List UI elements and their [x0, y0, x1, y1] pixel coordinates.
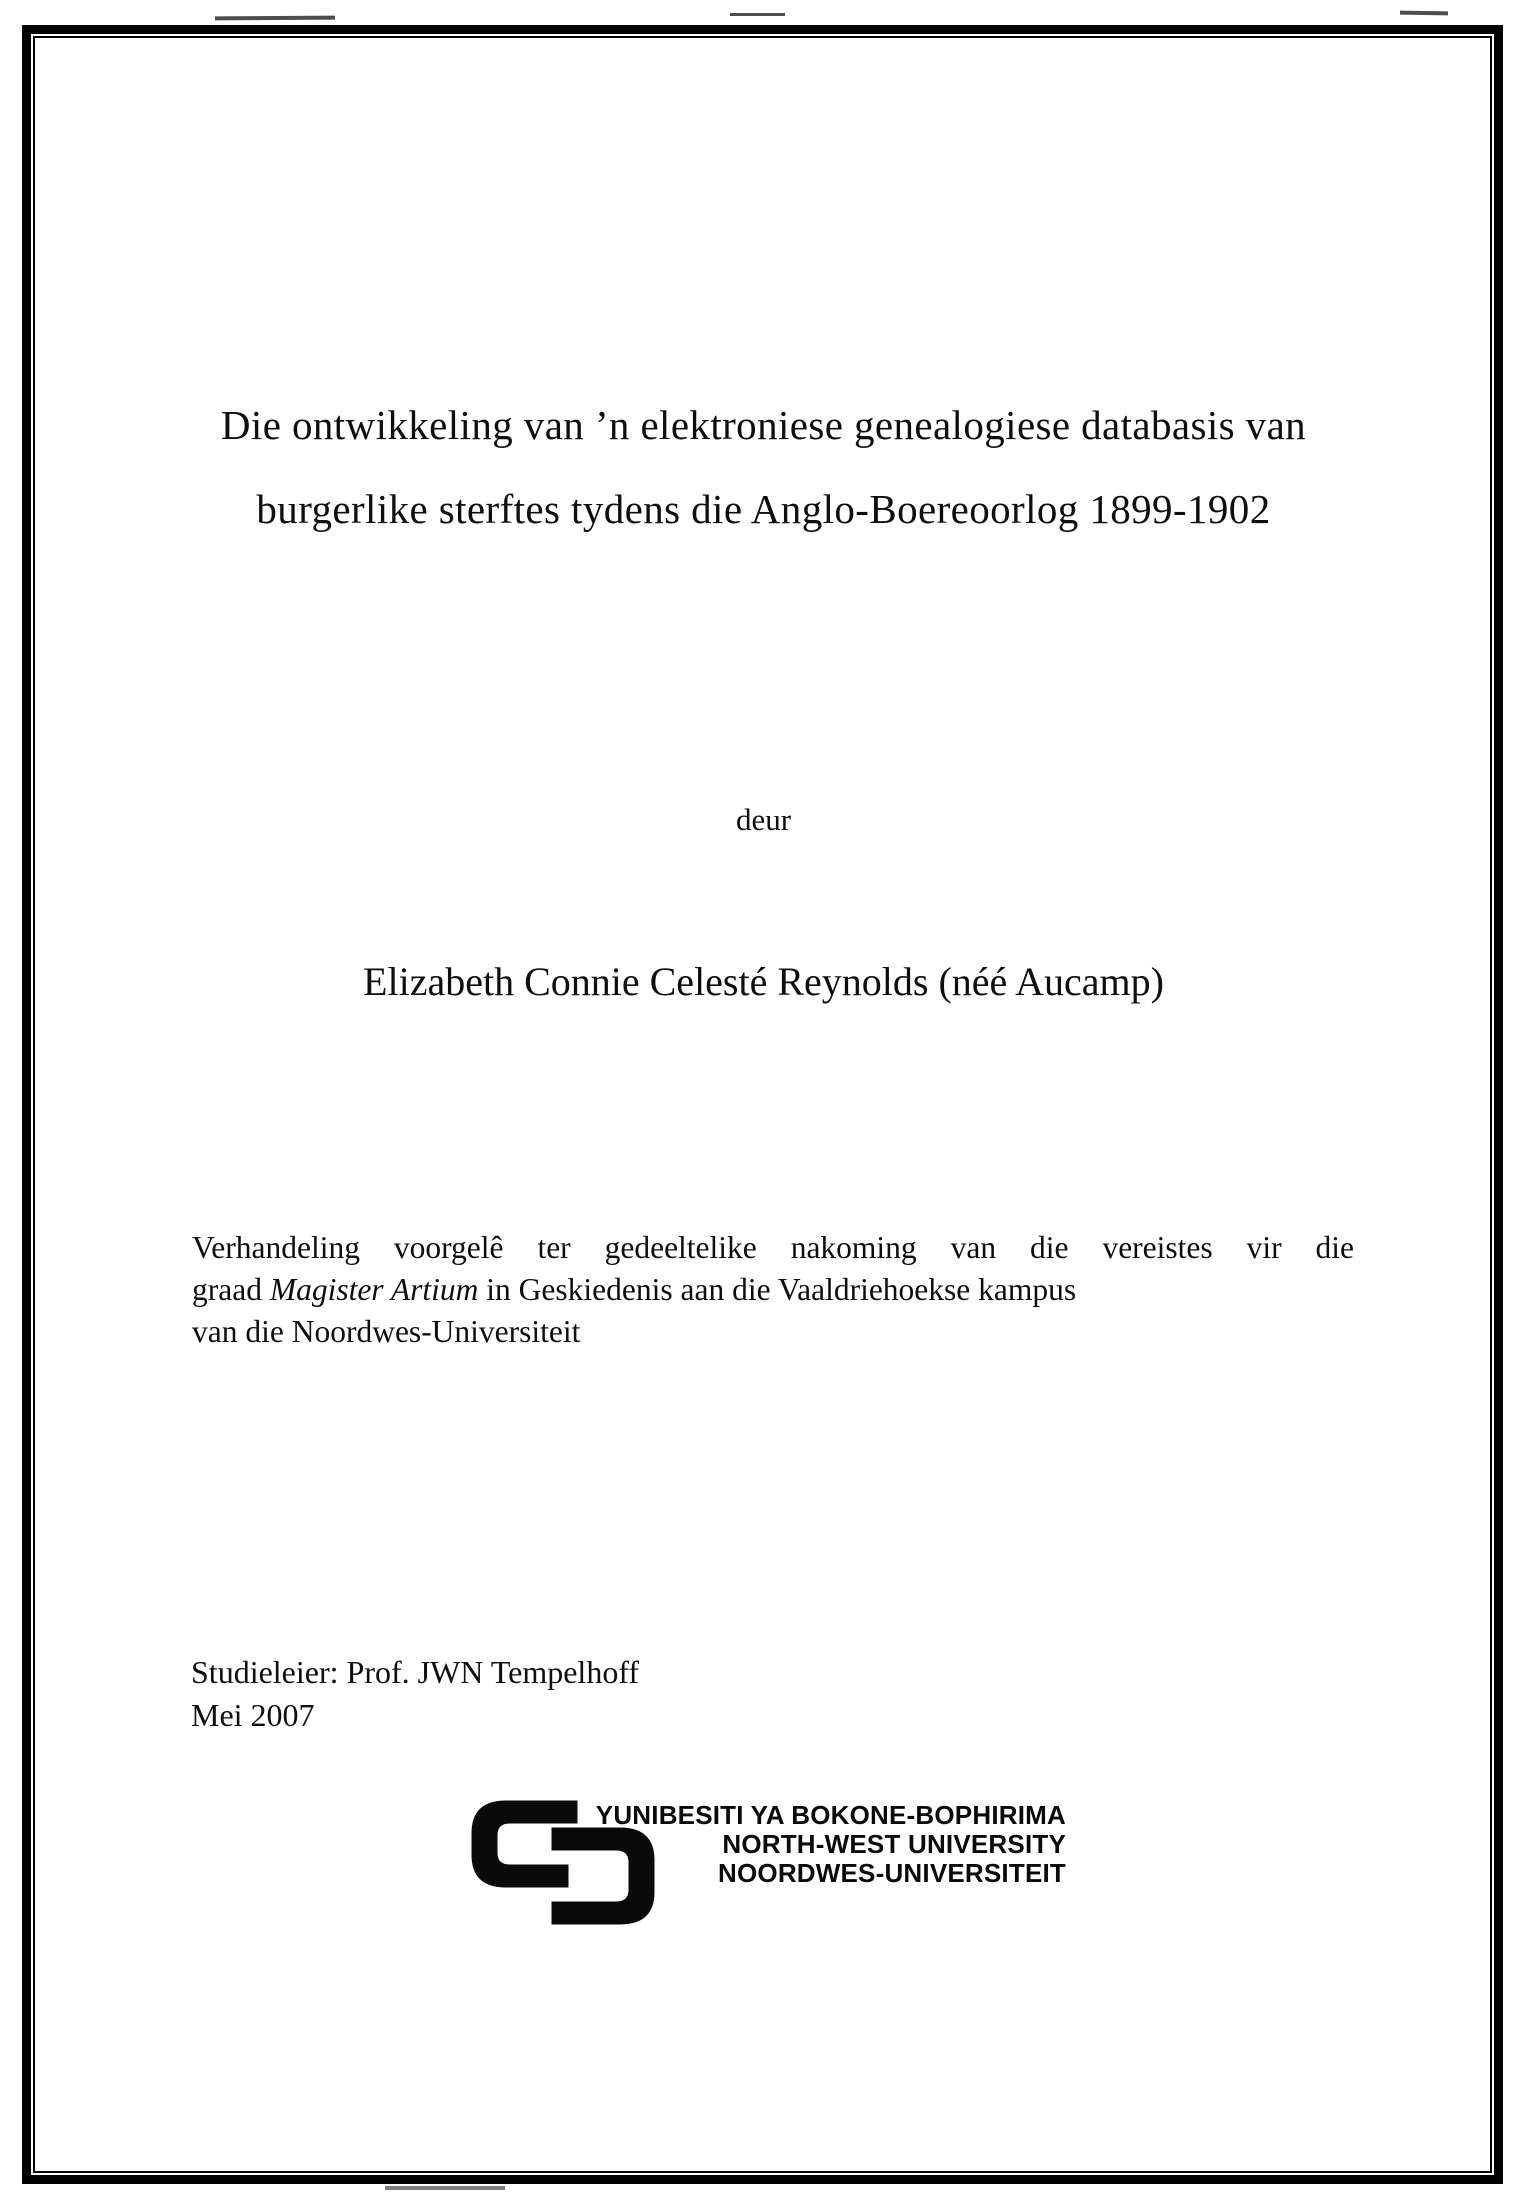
scan-artifact: [730, 13, 785, 16]
author-name: Elizabeth Connie Celesté Reynolds (néé Aucamp): [363, 959, 1164, 1004]
logo-line-english: NORTH-WEST UNIVERSITY: [722, 1829, 1066, 1859]
title-line-1: Die ontwikkeling van ’n elektroniese genealogiese databasis van: [220, 402, 1307, 448]
degree-statement: [192, 1227, 1354, 1353]
title-line-2: burgerlike sterftes tydens die Anglo-Boereoorlog 1899-1902: [256, 486, 1271, 532]
byline-deur: deur: [735, 802, 792, 837]
statement-line-2-prefix: graad: [192, 1272, 270, 1307]
statement-line-2: [192, 1269, 1354, 1311]
scan-artifact: [1400, 11, 1448, 16]
scan-artifact: [385, 2186, 505, 2190]
statement-line-2-suffix: in Geskiedenis aan die Vaaldriehoekse kampus: [478, 1272, 1077, 1307]
logo-line-setswana: YUNIBESITI YA BOKONE-BOPHIRIMA: [595, 1800, 1066, 1830]
supervisor-line: Studieleier: Prof. JWN Tempelhoff: [191, 1654, 640, 1690]
date-line: Mei 2007: [191, 1697, 315, 1733]
university-logo-wordmark: [588, 1801, 1066, 1888]
scan-artifact: [215, 16, 335, 21]
statement-line-3: van die Noordwes-Universiteit: [192, 1314, 581, 1349]
statement-line-1: Verhandeling voorgelê ter gedeeltelike nakoming van die vereistes vir die: [192, 1230, 1354, 1265]
statement-degree-name: Magister Artium: [269, 1272, 479, 1307]
supervisor-block: [191, 1651, 639, 1737]
logo-line-afrikaans: NOORDWES-UNIVERSITEIT: [718, 1858, 1066, 1888]
thesis-title: [110, 383, 1417, 551]
